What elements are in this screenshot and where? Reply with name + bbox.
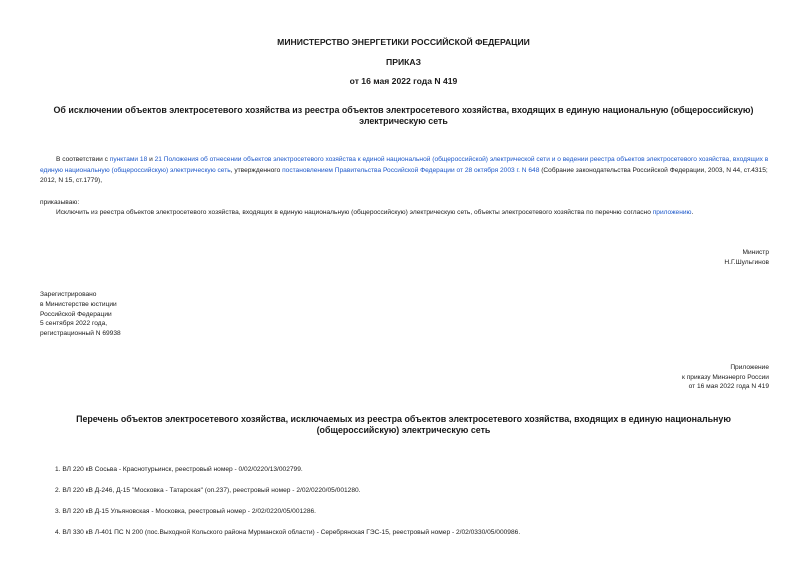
appendix-ref-line-3: от 16 мая 2022 года N 419: [688, 383, 769, 390]
appendix-ref-line-1: Приложение: [730, 364, 769, 371]
preamble-text-1: В соответствии с: [56, 156, 110, 163]
doc-date-number: от 16 мая 2022 года N 419: [349, 76, 458, 86]
link-punkt-18[interactable]: пунктами 18: [109, 156, 148, 163]
order-paragraph: [56, 208, 776, 219]
registration-line-5: регистрационный N 69938: [40, 330, 121, 338]
preamble-paragraph: [40, 155, 770, 187]
registration-line-1: Зарегистрировано: [40, 291, 97, 298]
registration-line-3: Российской Федерации: [40, 310, 112, 318]
document-title: Об исключении объектов электросетевого хозяйства из реестра объектов электросетевого хозяйства, входящих в единую национальную (общероссийскую) электрическую сеть: [53, 105, 754, 126]
appendix-reference: [682, 363, 769, 392]
registration-line-2: в Министерстве юстиции: [40, 300, 117, 308]
order-text: Исключить из реестра объектов электросетевого хозяйства, входящих в единую национальную (общероссийскую) электрическую сеть, объекты электросетевого хозяйства по перечню согласно: [56, 209, 653, 216]
list-item: 1. ВЛ 220 кВ Сосьва - Краснотурьинск, реестровый номер - 0/02/0220/13/002799.: [55, 466, 303, 473]
ministry-heading: МИНИСТЕРСТВО ЭНЕРГЕТИКИ РОССИЙСКОЙ ФЕДЕРАЦИИ: [277, 37, 530, 47]
link-prilozhenie[interactable]: приложению: [652, 209, 692, 216]
link-postanovlenie[interactable]: постановлением Правительства Российской Федерации от 28 октября 2003 г. N 648: [282, 166, 540, 174]
preamble-text-2: и: [147, 156, 155, 163]
prikazyvayu-label: приказываю:: [40, 199, 80, 206]
link-polozhenie[interactable]: 21 Положения об отнесении объектов электросетевого хозяйства к единой национальной (общероссийской) электрической сети и о ведении реестра объектов электросетевого хозяйства, входящих в единую национальную (общероссийскую) электрическую сеть: [40, 156, 769, 174]
signature-block: [724, 248, 769, 267]
registration-block: [40, 290, 121, 339]
preamble-text-3: , утвержденного: [230, 166, 283, 174]
registration-line-4: 5 сентября 2022 года,: [40, 320, 108, 328]
order-end: .: [691, 209, 694, 216]
signature-position: Министр: [742, 249, 769, 256]
list-item: 3. ВЛ 220 кВ Д-15 Ульяновская - Московка, реестровый номер - 2/02/0220/05/001286.: [55, 508, 316, 515]
appendix-ref-line-2: к приказу Минэнерго России: [682, 373, 769, 381]
preamble-text-4: (Собрание законодательства Российской Федерации, 2003, N 44, ст.4315; 2012, N 15, ст.1779),: [40, 166, 768, 184]
signature-name: Н.Г.Шульгинов: [724, 258, 769, 266]
doc-type-heading: ПРИКАЗ: [386, 57, 421, 67]
appendix-title: Перечень объектов электросетевого хозяйства, исключаемых из реестра объектов электросетевого хозяйства, входящих в единую национальную (общероссийскую) электрическую сеть: [76, 414, 731, 435]
list-item: 4. ВЛ 330 кВ Л-401 ПС N 200 (пос.Выходной Кольского района Мурманской области) - Серебрянская ГЭС-15, реестровый номер - 2/02/0330/05/000986.: [55, 529, 521, 536]
list-item: 2. ВЛ 220 кВ Д-246, Д-15 "Московка - Татарская" (оп.237), реестровый номер - 2/02/0220/05/001280.: [55, 487, 361, 494]
